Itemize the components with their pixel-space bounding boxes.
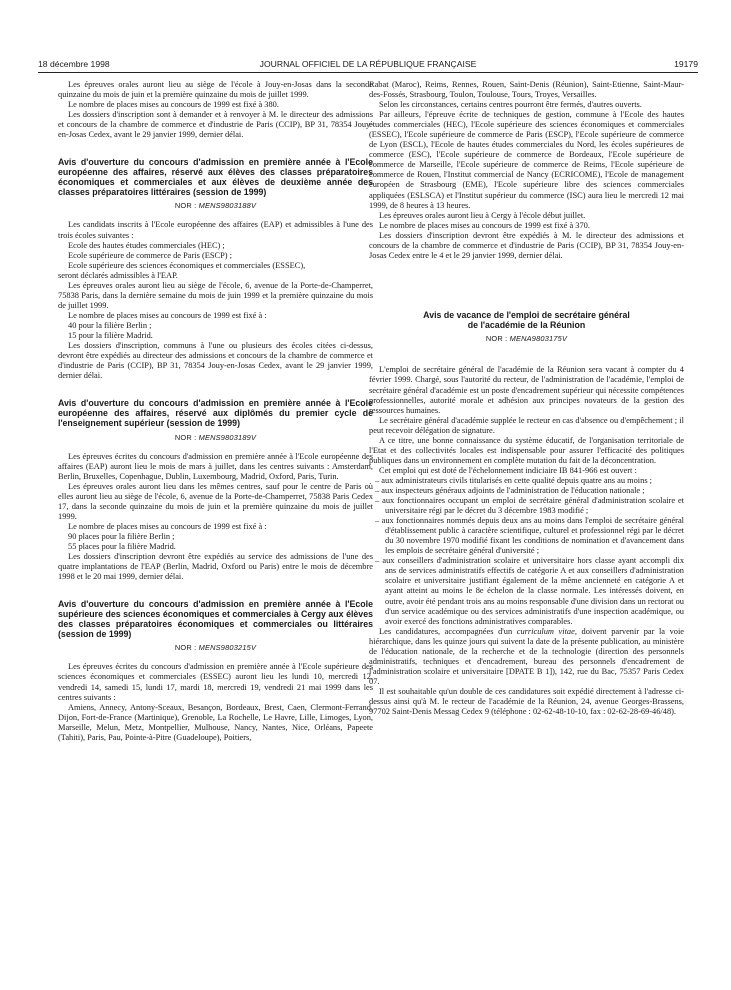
nor-reference [58, 433, 373, 442]
header-rule [38, 72, 698, 73]
left-column [58, 80, 373, 743]
paragraph: Rabat (Maroc), Reims, Rennes, Rouen, Saint-Denis (Réunion), Saint-Etienne, Saint-Maur-des-Fossés, Strasbourg, Toulon, Toulouse, Tours, Troyes, Versailles. [369, 80, 684, 100]
paragraph: Le secrétaire général d'académie supplée le recteur en cas d'absence ou d'empêchement ; il peut recevoir délégation de signature. [369, 415, 684, 435]
paragraph: Le nombre de places mises au concours de 1999 est fixé à : [68, 310, 267, 320]
paragraph: Les épreuves orales auront lieu à Cergy à l'école début juillet. [379, 210, 586, 220]
notice-title: Avis d'ouverture du concours d'admission en première année à l'Ecole supérieure des sciences économiques et commerciales à Cergy aux élèves des classes préparatoires économiques et commerciales ou littéraires (session de 1999) [58, 599, 373, 639]
header-journal-title: JOURNAL OFFICIEL DE LA RÉPUBLIQUE FRANÇAISE [259, 59, 477, 69]
paragraph [369, 627, 684, 687]
paragraph: Les épreuves écrites du concours d'admission en première année à l'Ecole européenne des affaires (EAP) auront lieu le mois de mars à juillet, dans les centres suivants : Amsterdam, Berlin, Bruxelles, Copenhague, Dublin, Luxembourg, Madrid, Oxford, Paris, Turin. [58, 451, 373, 481]
paragraph: Par ailleurs, l'épreuve écrite de techniques de gestion, commune à l'Ecole des hautes études commerciales (HEC), l'Ecole supérieure des sciences économiques et commerciales (ESSEC), l'Ecole supérieure de commerce de Paris (ESCP), l'Ecole supérieure de commerce de Lyon (ESCL), l'Ecole de hautes études commerciales du Nord, les écoles supérieures de commerce (ESC), l'Ecole supérieure de commerce de Bordeaux, l'Ecole supérieure de commerce de Marseille, l'Ecole supérieure de commerce de Reims, l'Ecole supérieure de commerce de Rouen, l'Institut commercial de Nancy (ECRICOME), l'Ecole de management européen de Strasbourg (EME), l'Ecole supérieure libre des sciences commerciales appliquées (ESLSCA) et l'Institut supérieur du commerce (ISC) aura lieu le mercredi 12 mai 1999, de 8 heures à 13 heures. [369, 110, 684, 210]
paragraph: seront déclarés admissibles à l'EAP. [58, 270, 178, 280]
paragraph: Les épreuves écrites du concours d'admission en première année à l'Ecole supérieure des sciences économiques et commerciales (ESSEC) auront lieu les lundi 10, mercredi 12, vendredi 14, samedi 15, lundi 17, mardi 18, mercredi 19, vendredi 21 mai 1999 dans les centres suivants : [58, 662, 373, 702]
list-item: – aux fonctionnaires nommés depuis deux ans au moins dans l'emploi de secrétaire général d'établissement public à caractère scientifique, culturel et professionnel régi par le décret du 30 novembre 1970 modifié fixant les conditions de nomination et d'avancement dans les emplois de secrétaire général d'université ; [369, 516, 684, 556]
text-run: , doivent parvenir par la voie hiérarchique, dans les quinze jours qui suivent la date de la présente publication, au ministère de l'éducation nationale, de la recherche et de la technologie (direction des personnels administratifs, techniques et d'encadrement, bureau des personnels d'encadrement de l'administration scolaire et universitaire [DPATE B 1]), 142, rue du Bac, 75357 Paris Cedex 07. [369, 626, 685, 686]
paragraph: A ce titre, une bonne connaissance du système éducatif, de l'organisation territoriale de l'Etat et des collectivités locales est indispensable pour assurer l'efficacité des politiques publiques dans un environnement en complète mutation du fait de la déconcentration. [369, 435, 684, 465]
list-item: 55 places pour la filière Madrid. [68, 542, 176, 552]
nor-label: NOR : [485, 334, 508, 344]
paragraph: Les épreuves orales auront lieu au siège de l'école à Jouy-en-Josas dans la seconde quinzaine du mois de juin et la première quinzaine du mois de juillet 1999. [58, 80, 373, 100]
header-page-number: 19179 [674, 59, 698, 69]
paragraph: Il est souhaitable qu'un double de ces candidatures soit expédié directement à l'adresse ci-dessus ainsi qu'à M. le recteur de l'académie de la Réunion, 24, avenue Georges-Brassens, 97702 Saint-Denis Messag Cedex 9 (téléphone : 02-62-48-10-10, fax : 02-62-28-69-46/48). [369, 686, 684, 717]
list-item: Ecole supérieure de commerce de Paris (ESCP) ; [68, 250, 232, 260]
nor-code: MENS9803188V [198, 201, 257, 211]
paragraph: Les épreuves orales auront lieu au siège de l'école, 6, avenue de la Porte-de-Champerret, 75838 Paris, dans la dernière semaine du mois de juin 1999 et la première quinzaine du mois de juillet 1999. [58, 280, 373, 310]
paragraph: Le nombre de places mises au concours de 1999 est fixé à : [68, 521, 267, 531]
nor-code: MENS9803215V [198, 643, 257, 653]
text-run-italic: curriculum vitae [516, 626, 575, 636]
nor-code: MENA9803175V [509, 334, 568, 344]
list-item: 15 pour la filière Madrid. [68, 330, 153, 340]
paragraph: Les épreuves orales auront lieu dans les mêmes centres, sauf pour le centre de Paris où elles auront lieu au siège de l'école, 6, avenue de la Porte-de-Champerret, 75838 Paris Cedex 17, dans la seconde quinzaine du mois de juin et la première quinzaine du mois de juillet 1999. [58, 481, 373, 521]
header-date: 18 décembre 1998 [38, 59, 110, 69]
list-item: – aux fonctionnaires occupant un emploi de secrétaire général d'administration scolaire et universitaire régi par le décret du 3 décembre 1983 modifié ; [369, 496, 684, 516]
list-item: – aux inspecteurs généraux adjoints de l'administration de l'éducation nationale ; [369, 486, 684, 496]
vacancy-title [369, 311, 684, 331]
nor-reference [58, 201, 373, 210]
paragraph: Amiens, Annecy, Antony-Sceaux, Besançon, Bordeaux, Brest, Caen, Clermont-Ferrand, Dijon, Fort-de-France (Martinique), Grenoble, La Rochelle, Le Havre, Lille, Limoges, Lyon, Marseille, Melun, Metz, Montpellier, Mulhouse, Nancy, Nantes, Nice, Orléans, Papeete (Tahiti), Paris, Pau, Pointe-à-Pitre (Guadeloupe), Poitiers, [58, 702, 373, 742]
list-item: – aux conseillers d'administration scolaire et universitaire hors classe ayant accompli dix ans de services administratifs effectifs de catégorie A et aux conseillers d'administration scolaire et universitaire justifiant également de la même ancienneté en catégorie A et ayant atteint au moins le 8e échelon de la classe normale. Les intéressés doivent, en outre, avoir été pendant trois ans au moins responsable d'une division dans un rectorat ou d'un service académique ou des services administratifs d'une inspection académique, ou avoir exercé des fonctions administratives comparables. [369, 556, 684, 626]
list-item: 90 places pour la filière Berlin ; [68, 531, 175, 541]
paragraph: L'emploi de secrétaire général de l'académie de la Réunion sera vacant à compter du 4 février 1999. Chargé, sous l'autorité du recteur, de l'administration de l'académie, l'emploi de secrétaire général d'académie est un poste d'encadrement supérieur qui nécessite compétences professionnelles, autorité morale et adhésion aux principes novateurs de la gestion des ressources humaines. [369, 365, 684, 415]
notice-title: Avis d'ouverture du concours d'admission en première année à l'Ecole européenne des affaires, réservé aux diplômés du premier cycle de l'enseignement supérieur (session de 1999) [58, 398, 373, 428]
paragraph: Les candidats inscrits à l'Ecole européenne des affaires (EAP) et admissibles à l'une des trois écoles suivantes : [58, 220, 373, 240]
nor-reference [369, 334, 684, 343]
nor-reference [58, 643, 373, 652]
nor-label: NOR : [174, 432, 197, 442]
list-item: Ecole supérieure des sciences économiques et commerciales (ESSEC), [68, 260, 306, 270]
list-item: – aux administrateurs civils titularisés en cette qualité depuis quatre ans au moins ; [369, 476, 684, 486]
text-run: Les candidatures, accompagnées d'un [379, 626, 513, 636]
vacancy-title-line: de l'académie de la Réunion [467, 319, 586, 330]
eligibility-list [369, 476, 684, 627]
paragraph: Les dossiers d'inscription, communs à l'une ou plusieurs des écoles citées ci-dessus, devront être expédiés au directeur des admissions et concours de la chambre de commerce et d'industrie de Paris (CCIP), BP 31, 78354 Jouy-en-Josas Cedex, avant le 29 janvier 1999, dernier délai. [58, 341, 373, 381]
right-column [369, 80, 684, 717]
page-header [38, 0, 698, 74]
paragraph: Les dossiers d'inscription devront être expédiés au service des admissions de l'une des quatre implantations de l'EAP (Berlin, Madrid, Oxford ou Paris) entre le mois de décembre 1998 et le 20 mai 1999, dernier délai. [58, 552, 373, 582]
nor-label: NOR : [174, 201, 197, 211]
vacancy-title-line: Avis de vacance de l'emploi de secrétaire général [423, 309, 630, 320]
notice-title: Avis d'ouverture du concours d'admission en première année à l'Ecole européenne des affaires, réservé aux élèves des classes préparatoires économiques et commerciales et aux élèves de deuxième année des classes préparatoires littéraires (session de 1999) [58, 157, 373, 197]
paragraph: Selon les circonstances, certains centres pourront être fermés, d'autres ouverts. [379, 100, 642, 110]
nor-code: MENS9803189V [198, 432, 257, 442]
list-item: 40 pour la filière Berlin ; [68, 320, 152, 330]
paragraph: Les dossiers d'inscription sont à demander et à renvoyer à M. le directeur des admissions et concours de la chambre de commerce et d'industrie de Paris (CCIP), BP 31, 78354 Jouy-en-Josas Cedex, avant le 29 janvier 1999, dernier délai. [58, 110, 373, 140]
paragraph: Les dossiers d'inscription devront être expédiés à M. le directeur des admissions et concours de la chambre de commerce et d'industrie de Paris (CCIP), BP 31, 78354 Jouy-en-Josas Cedex entre le 4 et le 29 janvier 1999, dernier délai. [369, 230, 684, 260]
paragraph: Cet emploi qui est doté de l'échelonnement indiciaire IB 841-966 est ouvert : [379, 465, 637, 475]
paragraph: Le nombre de places mises au concours de 1999 est fixé à 370. [379, 220, 590, 230]
paragraph: Le nombre de places mises au concours de 1999 est fixé à 380. [68, 100, 279, 110]
nor-label: NOR : [174, 643, 197, 653]
list-item: Ecole des hautes études commerciales (HEC) ; [68, 240, 225, 250]
